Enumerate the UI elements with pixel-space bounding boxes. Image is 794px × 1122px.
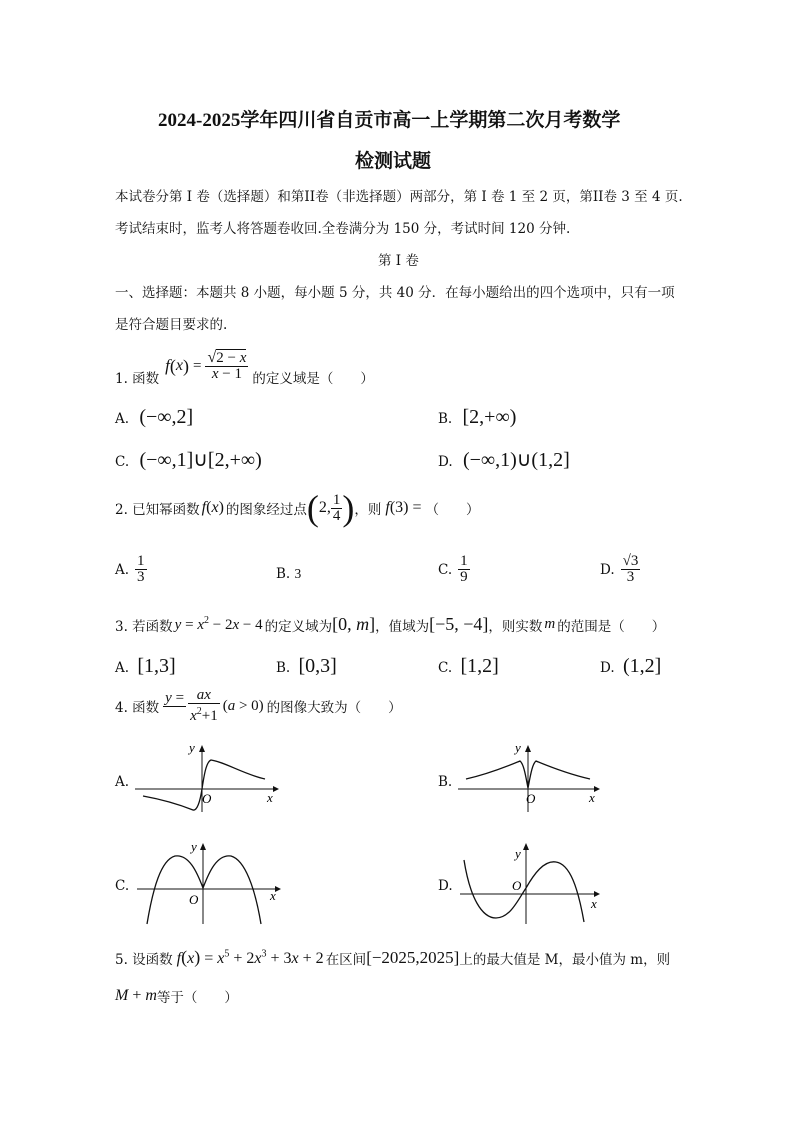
q2-stem: 2. 已知幂函数 f(x) 的图象经过点 ( 2, $\frac{1}{4}$ ) ，则 f(3) = （ ） (115, 488, 480, 528)
y-axis-label: y (515, 740, 521, 755)
q1-option-b[interactable]: B. [2,+∞) (438, 406, 517, 428)
q5-stem-line-2: M + m 等于（ ） (115, 987, 238, 1006)
q2-option-a[interactable]: A. $\frac{1}{3}$ (115, 553, 145, 585)
origin-label: O (512, 878, 522, 893)
intro-line-2: 考试结束时，监考人将答题卷收回.全卷满分为 150 分，考试时间 120 分钟. (115, 221, 571, 237)
x-axis-arrow (594, 786, 600, 792)
q3-option-b[interactable]: B. [0,3] (276, 655, 337, 677)
q1-prefix: 1. 函数 (115, 371, 160, 387)
y-axis-label: y (191, 839, 197, 854)
volume-label: 第 I 卷 (378, 253, 419, 269)
y-axis-arrow (200, 843, 206, 850)
curve (147, 856, 261, 924)
y-axis-label: y (515, 846, 521, 861)
q4-stem: 4. 函数 y = $\frac{ax}{x^2+1}$ (a > 0) 的图像大致为（ ） (115, 687, 402, 724)
q4-graph-a[interactable] (135, 740, 285, 815)
page-title: 2024-2025学年四川省自贡市高一上学期第二次月考数学 (158, 110, 621, 131)
q4-graph-b-label: B. (438, 774, 453, 790)
q1-suffix: 的定义域是（ ） (252, 371, 374, 387)
q1-stem (115, 345, 374, 387)
page-subtitle: 检测试题 (355, 151, 432, 172)
x-axis-label: x (589, 790, 595, 805)
q2-option-b[interactable]: B. 3 (276, 566, 302, 582)
q3-option-c[interactable]: C. [1,2] (438, 655, 499, 677)
y-axis-arrow (523, 843, 529, 850)
curve (464, 860, 584, 922)
q4-graph-b[interactable] (458, 740, 608, 815)
y-axis-label: y (189, 740, 195, 755)
q1-option-a[interactable]: A. (−∞,2] (115, 406, 194, 428)
x-axis-label: x (270, 888, 276, 903)
x-axis-label: x (591, 896, 597, 911)
q5-stem-line-1: 5. 设函数 $f(x) = x^5 + 2x^3 + 3x + 2$ 在区间 [−2025,2025] 上的最大值是 M，最小值为 m，则 (115, 947, 671, 968)
q4-graph-d[interactable] (460, 838, 610, 928)
origin-label: O (526, 791, 536, 806)
y-axis-arrow (525, 745, 531, 752)
q3-option-d[interactable]: D. (1,2] (600, 655, 662, 677)
x-axis-label: x (267, 790, 273, 805)
section-heading-line-2: 是符合题目要求的. (115, 317, 228, 333)
q4-graph-d-label: D. (438, 878, 453, 894)
q4-graph-c[interactable] (137, 838, 287, 928)
x-axis-arrow (273, 786, 279, 792)
origin-label: O (202, 791, 212, 806)
q1-option-d[interactable]: D. (−∞,1)∪(1,2] (438, 449, 570, 471)
q4-graph-a-label: A. (115, 774, 130, 790)
intro-line-1: 本试卷分第 I 卷（选择题）和第II卷（非选择题）两部分，第 I 卷 1 至 2 页，第II卷 3 至 4 页. (115, 189, 683, 205)
q1-option-c[interactable]: C. (−∞,1]∪[2,+∞) (115, 449, 262, 471)
y-axis-arrow (199, 745, 205, 752)
q1-formula: f ( x ) = $\frac{√2 - x}{x - 1}$ (165, 349, 247, 382)
q4-graph-c-label: C. (115, 878, 130, 894)
q2-option-c[interactable]: C. $\frac{1}{9}$ (438, 553, 468, 585)
q2-option-d[interactable]: D. $\frac{√3}{3}$ (600, 553, 639, 585)
q3-stem: 3. 若函数 $y = x^2 - 2x - 4$ 的定义域为 [0, m] ，值域为 [−5, −4] ，则实数 m 的范围是（ ） (115, 614, 666, 635)
x-axis-arrow (275, 886, 281, 892)
q3-option-a[interactable]: A. [1,3] (115, 655, 176, 677)
section-heading-line-1: 一、选择题：本题共 8 小题，每小题 5 分，共 40 分．在每小题给出的四个选项中，只有一项 (115, 285, 675, 301)
origin-label: O (189, 892, 199, 907)
